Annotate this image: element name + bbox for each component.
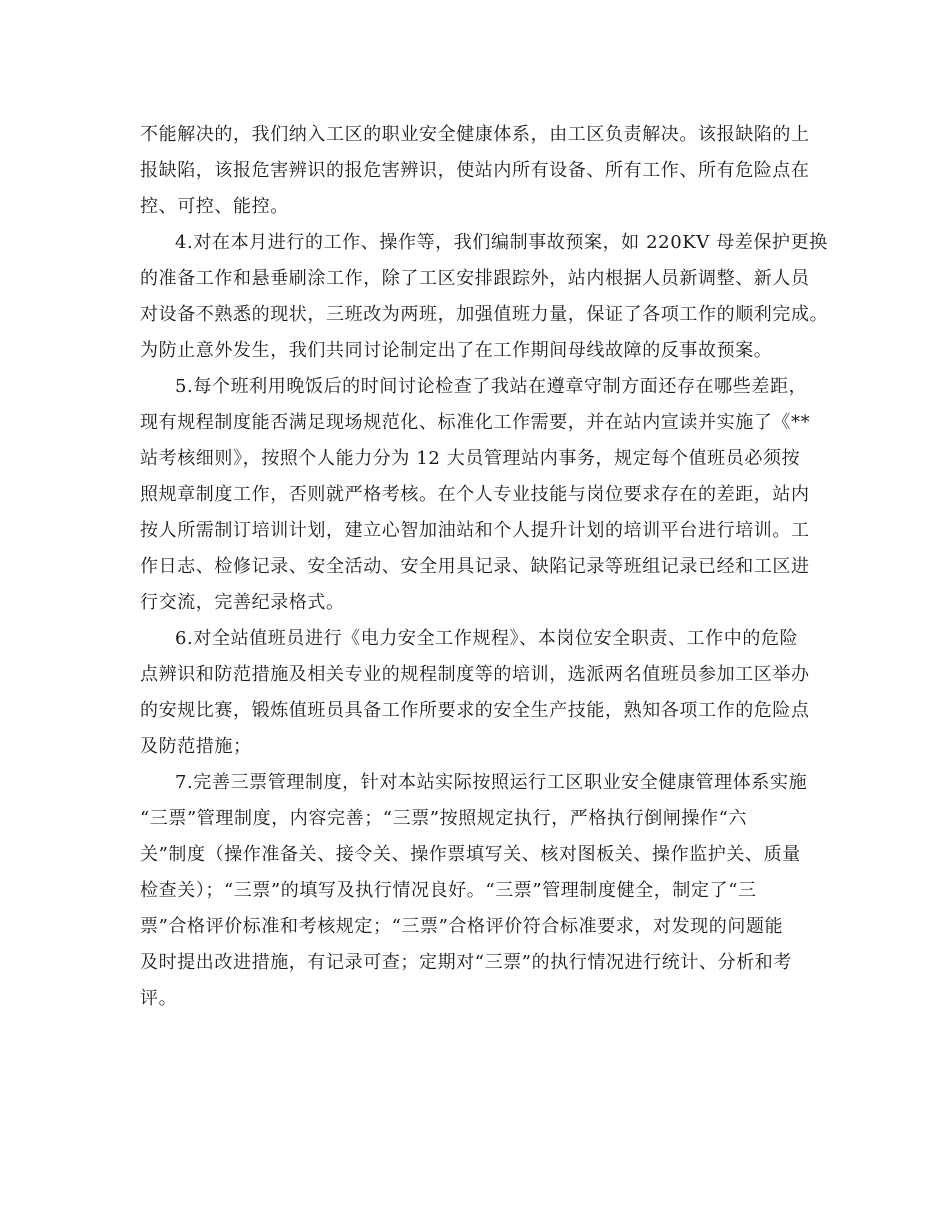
text-line: 按人所需制订培训计划，建立心智加油站和个人提升计划的培训平台进行培训。工 <box>140 520 810 541</box>
text-line: 作日志、检修记录、安全活动、安全用具记录、缺陷记录等班组记录已经和工区进 <box>140 556 810 577</box>
text-line: 的安规比赛，锻炼值班员具备工作所要求的安全生产技能，熟知各项工作的危险点 <box>140 700 810 721</box>
text-line: 及防范措施； <box>140 736 252 757</box>
text-line: 及时提出改进措施，有记录可查；定期对“三票”的执行情况进行统计、分析和考 <box>140 952 793 973</box>
text-line: 对设备不熟悉的现状，三班改为两班，加强值班力量，保证了各项工作的顺利完成。 <box>140 304 829 325</box>
text-line: 关”制度（操作准备关、接令关、操作票填写关、核对图板关、操作监护关、质量 <box>140 844 801 865</box>
paragraph-6-first-line: 6.对全站值班员进行《电力安全工作规程》、本岗位安全职责、工作中的危险 <box>175 628 799 649</box>
paragraph-7-first-line: 7.完善三票管理制度，针对本站实际按照运行工区职业安全健康管理体系实施 <box>175 772 808 793</box>
text-line: 照规章制度工作，否则就严格考核。在个人专业技能与岗位要求存在的差距，站内 <box>140 484 810 505</box>
paragraph-4-first-line: 4.对在本月进行的工作、操作等，我们编制事故预案，如 220KV 母差保护更换 <box>175 232 828 253</box>
text-line: 票”合格评价标准和考核规定；“三票”合格评价符合标准要求，对发现的问题能 <box>140 916 784 937</box>
paragraph-5-first-line: 5.每个班利用晚饭后的时间讨论检查了我站在遵章守制方面还存在哪些差距， <box>175 376 808 397</box>
document-body <box>140 117 829 1017</box>
text-line: 检查关）；“三票”的填写及执行情况良好。“三票”管理制度健全，制定了“三 <box>140 880 757 901</box>
text-line: “三票”管理制度，内容完善；“三票”按照规定执行，严格执行倒闸操作“六 <box>140 808 748 829</box>
text-line: 不能解决的，我们纳入工区的职业安全健康体系，由工区负责解决。该报缺陷的上 <box>140 124 810 145</box>
text-line: 站考核细则》，按照个人能力分为 12 大员管理站内事务，规定每个值班员必须按 <box>140 448 801 469</box>
text-line: 评。 <box>140 988 178 1009</box>
text-line: 行交流，完善纪录格式。 <box>140 592 345 613</box>
text-line: 报缺陷，该报危害辨识的报危害辨识，使站内所有设备、所有工作、所有危险点在 <box>140 160 810 181</box>
text-line: 为防止意外发生，我们共同讨论制定出了在工作期间母线故障的反事故预案。 <box>140 340 773 361</box>
text-line: 点辨识和防范措施及相关专业的规程制度等的培训，选派两名值班员参加工区举办 <box>140 664 810 685</box>
text-line: 的准备工作和悬垂刷涂工作，除了工区安排跟踪外，站内根据人员新调整、新人员 <box>140 268 810 289</box>
text-line: 控、可控、能控。 <box>140 196 289 217</box>
text-line: 现有规程制度能否满足现场规范化、标准化工作需要，并在站内宣读并实施了《** <box>140 412 811 433</box>
